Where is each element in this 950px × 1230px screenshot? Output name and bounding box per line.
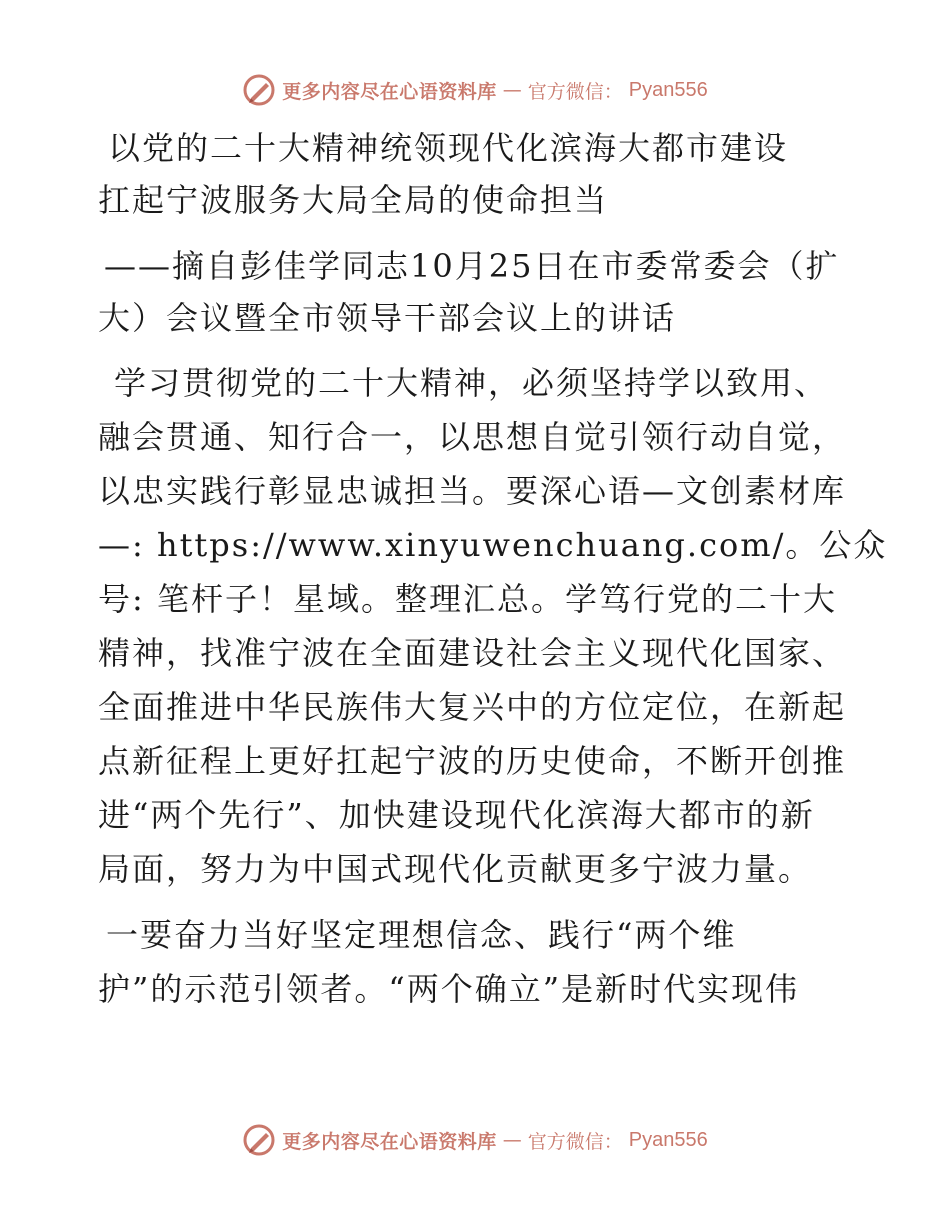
document-body: [98, 122, 888, 1028]
paragraph-line: 护”的示范引领者。“两个确立”是新时代实现伟: [98, 970, 800, 1008]
title-line-1: 以党的二十大精神统领现代化滨海大都市建设: [108, 129, 789, 167]
banner-wechat-label: 官方微信：: [527, 80, 623, 103]
paragraph-line: —: https://www.xinyuwenchuang.com/。公众: [98, 526, 888, 564]
paragraph-line: 精神，找准宁波在全面建设社会主义现代化国家、: [98, 634, 847, 672]
banner-wechat-label: 官方微信：: [527, 1130, 623, 1153]
paragraph-line: 局面，努力为中国式现代化贡献更多宁波力量。: [98, 850, 813, 888]
banner-wechat-id: Pyan556: [628, 78, 708, 101]
banner-wechat-id: Pyan556: [628, 1128, 708, 1151]
footer-watermark-banner: [0, 1120, 950, 1160]
paragraph-line: 一要奋力当好坚定理想信念、践行“两个维: [106, 916, 737, 954]
banner-text: 更多内容尽在心语资料库: [282, 80, 497, 103]
paragraph-line: 号: 笔杆子！星域。整理汇总。学笃行党的二十大: [98, 580, 837, 618]
pen-circle-logo-icon: [242, 73, 276, 107]
paragraph-line: 全面推进中华民族伟大复兴中的方位定位，在新起: [98, 688, 847, 726]
paragraph-2: [98, 908, 858, 1016]
paragraph-line: 点新征程上更好扛起宁波的历史使命，不断开创推: [98, 742, 847, 780]
paragraph-line: 以忠实践行彰显忠诚担当。要深心语—文创素材库: [98, 472, 847, 510]
subtitle-line-2: 大）会议暨全市领导干部会议上的讲话: [98, 299, 677, 337]
paragraph-line: 融会贯通、知行合一，以思想自觉引领行动自觉，: [98, 418, 847, 456]
paragraph-line: 进“两个先行”、加快建设现代化滨海大都市的新: [98, 796, 815, 834]
document-title: [98, 122, 858, 226]
title-line-2: 扛起宁波服务大局全局的使命担当: [98, 181, 609, 219]
banner-separator: —: [502, 79, 522, 101]
paragraph-line: 学习贯彻党的二十大精神，必须坚持学以致用、: [114, 364, 829, 402]
subtitle-line-1: ——摘自彭佳学同志10月25日在市委常委会（扩: [104, 247, 840, 285]
banner-text: 更多内容尽在心语资料库: [282, 1130, 497, 1153]
document-subtitle: [98, 240, 858, 344]
banner-separator: —: [502, 1129, 522, 1151]
header-watermark-banner: [0, 70, 950, 110]
pen-circle-logo-icon: [242, 1123, 276, 1157]
paragraph-1: [98, 356, 888, 896]
